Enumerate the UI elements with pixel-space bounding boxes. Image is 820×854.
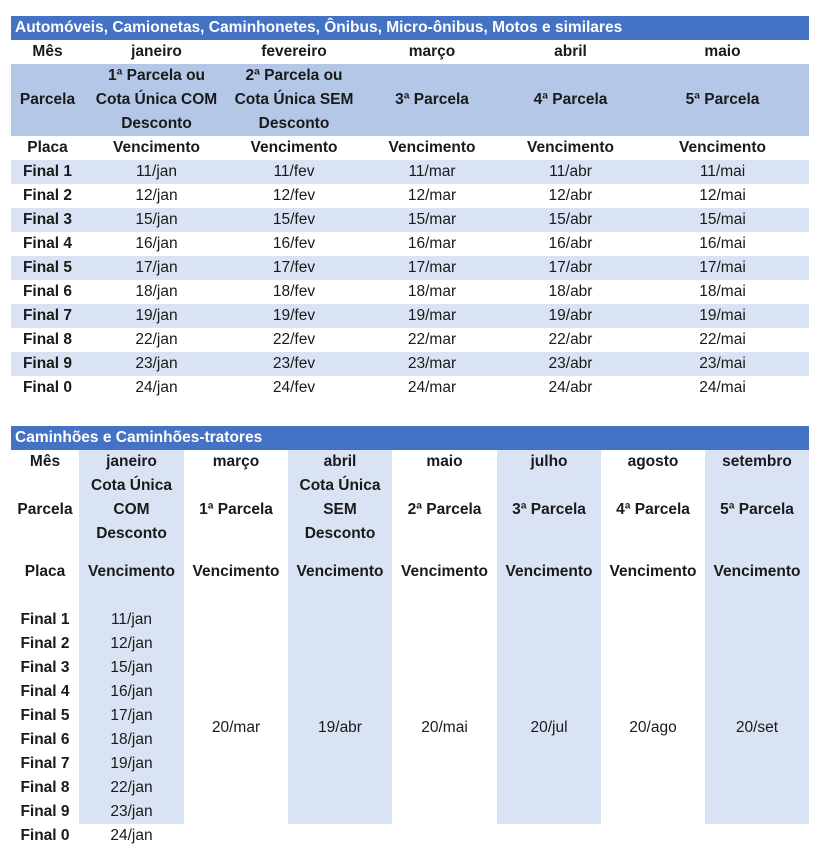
month-row [11,40,809,64]
parcela-label: Parcela [19,91,76,108]
month-cell: março [408,43,456,60]
date-cell: 15/jan [110,659,153,676]
parcela-cell: 4ª Parcela [616,501,690,518]
date-cell: 24/mai [699,379,746,396]
placa-cell: Final 5 [22,259,73,276]
placa-cell: Final 5 [20,707,70,724]
date-cell: 19/jan [110,755,153,772]
placa-label: Placa [24,563,66,580]
month-cell: janeiro [106,453,157,470]
month-cell: maio [426,453,463,470]
date-cell: 19/fev [272,307,316,324]
date-cell: 24/abr [548,379,593,396]
parcela-row [11,474,809,546]
vencimento-label: Vencimento [527,139,614,156]
placa-cell: Final 0 [20,827,70,844]
vencimento-label: Vencimento [296,563,384,580]
date-cell: 22/mar [407,331,457,348]
parcela-cell: 3ª Parcela [512,501,586,518]
month-cell: abril [554,43,587,60]
parcela-row [11,64,809,136]
date-cell: 11/jan [135,163,178,180]
table-caminhoes [11,426,809,844]
month-cell: julho [530,453,568,470]
placa-cell: Final 9 [20,803,70,820]
date-cell: 22/jan [135,331,178,348]
date-cell: 18/jan [110,731,153,748]
placa-cell: Final 9 [22,355,73,372]
vencimento-label: Vencimento [505,563,593,580]
date-cell: 16/jan [110,683,153,700]
date-cell: 17/mar [407,259,457,276]
date-cell: 24/jan [135,379,178,396]
date-cell: 11/jan [110,611,153,628]
placa-cell: Final 3 [22,211,73,228]
date-cell: 16/jan [135,235,178,252]
date-cell: 15/fev [272,211,316,228]
vencimento-label: Vencimento [88,563,175,580]
header-row [11,552,809,592]
vencimento-label: Vencimento [250,139,338,156]
placa-cell: Final 8 [22,331,73,348]
parcela-cell: Cota Única COM Desconto [91,477,172,542]
date-cell: 22/fev [272,331,316,348]
table-row [11,352,809,376]
date-cell: 23/fev [272,355,316,372]
table-row [11,208,809,232]
month-cell: fevereiro [261,43,327,60]
date-cell: 16/mar [407,235,457,252]
placa-cell: Final 6 [20,731,70,748]
placa-cell: Final 1 [22,163,73,180]
month-cell: maio [704,43,741,60]
date-cell: 24/fev [272,379,316,396]
date-cell: 24/jan [110,827,153,844]
date-cell: 19/mar [407,307,457,324]
date-cell: 19/abr [548,307,593,324]
table-automoveis [11,16,809,400]
date-cell: 22/jan [110,779,153,796]
date-cell: 19/mai [699,307,746,324]
date-cell: 17/abr [548,259,593,276]
date-cell: 20/jul [530,719,568,736]
date-cell: 20/mar [211,719,261,736]
date-cell: 20/mai [421,719,468,736]
placa-cell: Final 1 [20,611,70,628]
table-row [11,232,809,256]
placa-cell: Final 6 [22,283,73,300]
table-row [11,280,809,304]
date-cell: 15/jan [135,211,178,228]
table-row [11,256,809,280]
table-row [11,304,809,328]
date-cell: 23/mai [699,355,746,372]
table-title: Automóveis, Camionetas, Caminhonetes, Ônibus, Micro-ônibus, Motos e similares [11,16,809,40]
date-cell: 19/abr [318,719,362,736]
date-cell: 17/jan [110,707,153,724]
vencimento-label: Vencimento [388,139,476,156]
mes-label: Mês [32,43,63,60]
parcela-cell: Cota Única SEM Desconto [299,477,381,542]
date-cell: 16/mai [699,235,746,252]
date-cell: 19/jan [135,307,178,324]
date-cell: 11/fev [273,163,315,180]
date-cell: 12/abr [548,187,593,204]
mes-label: Mês [29,453,61,470]
date-cell: 11/mar [408,163,456,180]
date-cell: 23/mar [407,355,457,372]
date-cell: 17/mai [699,259,746,276]
month-row [11,450,809,474]
placa-cell: Final 8 [20,779,70,796]
date-cell: 12/mai [699,187,746,204]
placa-list [11,608,79,848]
date-cell: 18/fev [272,283,316,300]
table-row [11,160,809,184]
parcela-cell: 4ª Parcela [533,91,608,108]
placa-label: Placa [27,139,68,156]
vencimento-label: Vencimento [401,563,488,580]
date-cell: 18/abr [548,283,593,300]
date-cell: 17/fev [272,259,316,276]
date-cell: 20/set [735,719,779,736]
date-cell: 22/mai [699,331,746,348]
date-cell: 18/jan [135,283,178,300]
date-cell: 11/mai [699,163,746,180]
placa-cell: Final 4 [20,683,70,700]
date-cell: 15/mar [407,211,457,228]
date-cell: 16/abr [548,235,593,252]
month-cell: janeiro [131,43,182,60]
date-cell: 18/mar [407,283,457,300]
vencimento-label: Vencimento [713,563,801,580]
table-row [11,184,809,208]
date-cell: 12/mar [407,187,457,204]
vencimento-label: Vencimento [192,563,280,580]
date-cell: 20/ago [629,719,677,736]
parcela-cell: 1ª Parcela [199,501,273,518]
date-cell: 15/mai [699,211,746,228]
date-cell: 11/abr [549,163,592,180]
vencimento-label: Vencimento [113,139,200,156]
date-cell: 12/fev [272,187,316,204]
placa-cell: Final 4 [22,235,73,252]
month-cell: abril [323,453,357,470]
parcela-cell: 1ª Parcela ou Cota Única COM Desconto [95,67,218,132]
date-cell: 16/fev [272,235,316,252]
table-row [11,328,809,352]
parcela-cell: 5ª Parcela [685,91,760,108]
parcela-cell: 3ª Parcela [395,91,469,108]
placa-cell: Final 3 [20,659,70,676]
date-cell: 24/mar [407,379,457,396]
parcela-cell: 5ª Parcela [720,501,794,518]
date-cell: 15/abr [548,211,593,228]
date-cell: 12/jan [135,187,178,204]
month-cell: setembro [722,453,792,470]
date-cell: 17/jan [135,259,178,276]
date-cell: 12/jan [110,635,153,652]
vencimento-label: Vencimento [679,139,766,156]
header-row [11,136,809,160]
date-cell: 23/jan [110,803,153,820]
placa-cell: Final 2 [20,635,70,652]
table-body [11,450,809,844]
date-cell: 22/abr [548,331,593,348]
placa-cell: Final 7 [22,307,73,324]
placa-cell: Final 2 [22,187,73,204]
month-cell: agosto [627,453,679,470]
placa-cell: Final 7 [20,755,70,772]
janeiro-date-list [79,608,184,848]
table-row [11,376,809,400]
parcela-cell: 2ª Parcela [407,501,482,518]
date-cell: 18/mai [699,283,746,300]
vencimento-label: Vencimento [609,563,697,580]
parcela-label: Parcela [17,501,73,518]
table-body [11,160,809,400]
date-cell: 23/abr [548,355,593,372]
table-title: Caminhões e Caminhões-tratores [11,426,809,450]
date-cell: 23/jan [135,355,178,372]
placa-cell: Final 0 [22,379,73,396]
month-cell: março [212,453,260,470]
parcela-cell: 2ª Parcela ou Cota Única SEM Desconto [234,67,354,132]
